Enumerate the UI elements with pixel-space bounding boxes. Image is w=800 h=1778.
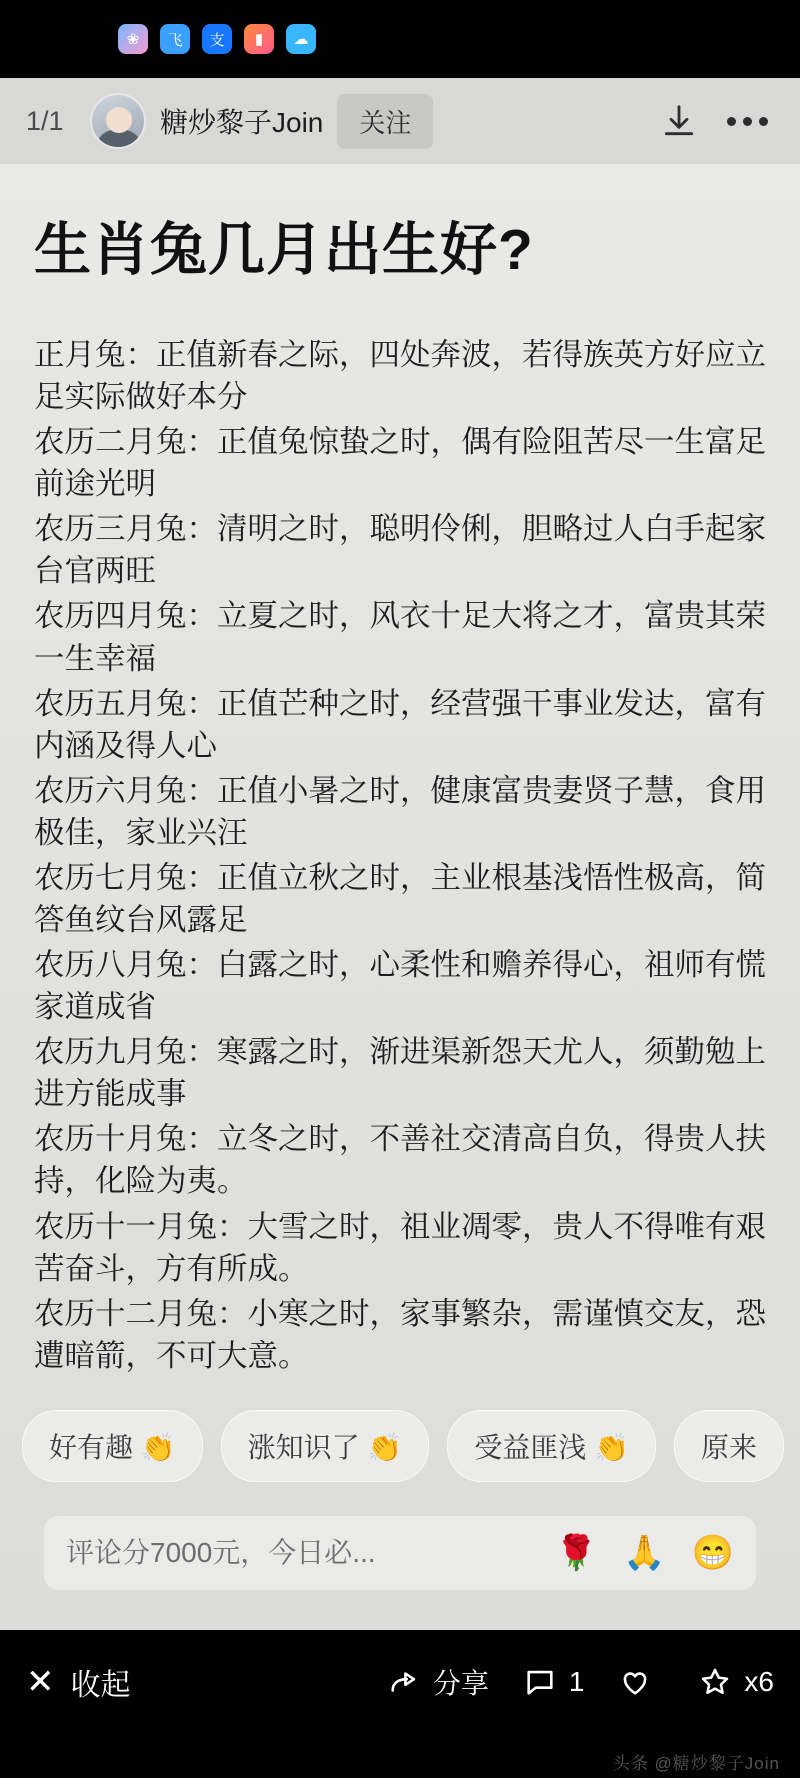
quick-comment-chip[interactable]: 原来	[674, 1410, 784, 1482]
quick-comment-chip[interactable]: 好有趣 👏	[22, 1410, 203, 1482]
share-label: 分享	[432, 1668, 489, 1699]
article-paragraph: 农历十一月兔：大雪之时，祖业凋零，贵人不得唯有艰苦奋斗，方有所成。	[34, 1209, 766, 1286]
weather-icon[interactable]: ☁	[286, 24, 316, 54]
favorite-count: x6	[744, 1666, 774, 1697]
watermark: 头条 @糖炒黎子Join	[612, 1754, 780, 1773]
author-name[interactable]: 糖炒黎子Join	[160, 107, 324, 138]
article-content	[0, 164, 800, 1630]
pray-emoji-icon[interactable]: 🙏	[623, 1534, 666, 1572]
grin-emoji-icon[interactable]: 😁	[691, 1534, 734, 1572]
emoji-quick-row	[555, 1533, 734, 1573]
quick-comment-chips	[22, 1410, 800, 1482]
article-paragraph: 农历四月兔：立夏之时，风衣十足大将之才，富贵其荣一生幸福	[34, 599, 766, 676]
file-icon[interactable]: ▮	[244, 24, 274, 54]
download-icon[interactable]	[652, 94, 706, 148]
article-paragraph: 农历十月兔：立冬之时，不善社交清高自负，得贵人扶持，化险为夷。	[34, 1122, 766, 1199]
footer-strip	[0, 1734, 800, 1778]
share-button[interactable]	[387, 1662, 489, 1702]
article-paragraph: 农历三月兔：清明之时，聪明伶俐，胆略过人白手起家台官两旺	[34, 512, 766, 589]
comment-input[interactable]	[66, 1537, 555, 1569]
article-paragraph: 农历五月兔：正值芒种之时，经营强干事业发达，富有内涵及得人心	[34, 686, 766, 763]
photos-icon[interactable]: ❀	[118, 24, 148, 54]
feishu-icon[interactable]: 飞	[160, 24, 190, 54]
comment-bar[interactable]	[44, 1516, 756, 1590]
close-icon: ✕	[26, 1663, 55, 1701]
article-paragraph: 正月兔：正值新春之际，四处奔波，若得族英方好应立足实际做好本分	[34, 338, 766, 415]
article-paragraph: 农历九月兔：寒露之时，渐进渠新怨天尤人，须勤勉上进方能成事	[34, 1035, 766, 1112]
post-header	[0, 78, 800, 164]
favorite-button[interactable]	[698, 1665, 774, 1699]
comment-button[interactable]	[523, 1665, 585, 1699]
page-title: 生肖兔几月出生好?	[34, 218, 534, 282]
article-paragraph: 农历二月兔：正值兔惊蛰之时，偶有险阻苦尽一生富足前途光明	[34, 425, 766, 502]
article-paragraph: 农历七月兔：正值立秋之时，主业根基浅悟性极高，简答鱼纹台风露足	[34, 860, 766, 938]
article-body	[34, 334, 766, 1377]
article-paragraph: 农历十二月兔：小寒之时，家事繁杂，需谨慎交友，恐遭暗箭，不可大意。	[34, 1296, 766, 1373]
avatar[interactable]	[90, 93, 146, 149]
quick-comment-chip[interactable]: 受益匪浅 👏	[447, 1410, 656, 1482]
status-bar	[0, 0, 800, 78]
quick-comment-chip[interactable]: 涨知识了 👏	[221, 1410, 430, 1482]
follow-button[interactable]: 关注	[337, 94, 433, 149]
alipay-icon[interactable]: 支	[202, 24, 232, 54]
collapse-button[interactable]	[26, 1660, 131, 1704]
article-paragraph: 农历六月兔：正值小暑之时，健康富贵妻贤子慧，食用极佳，家业兴汪	[34, 773, 766, 850]
bottom-action-bar	[0, 1630, 800, 1734]
more-options-icon[interactable]	[720, 94, 774, 148]
collapse-label: 收起	[70, 1669, 131, 1702]
rose-emoji-icon[interactable]: 🌹	[554, 1534, 598, 1572]
comment-count: 1	[568, 1666, 585, 1697]
page-index: 1/1	[26, 105, 64, 136]
article-paragraph: 农历八月兔：白露之时，心柔性和赡养得心，祖师有慌家道成省	[34, 948, 766, 1025]
like-button[interactable]	[618, 1665, 664, 1699]
